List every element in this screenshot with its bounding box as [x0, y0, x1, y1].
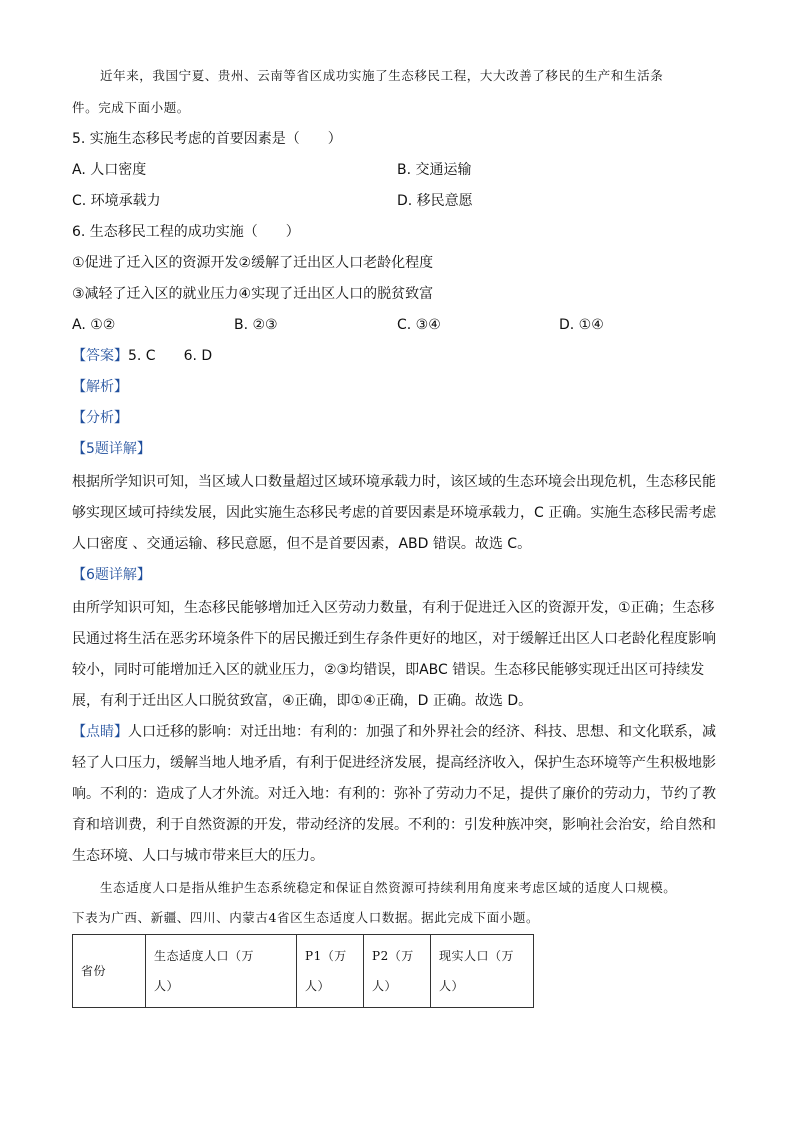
col-province: 省份	[73, 935, 146, 1008]
q6-statement-2: ③减轻了迁入区的就业压力④实现了迁出区人口的脱贫致富	[72, 286, 434, 302]
col-real-pop: 现实人口（万 人）	[431, 935, 534, 1008]
question-5-stem: 5. 实施生态移民考虑的首要因素是（ ）	[72, 131, 342, 147]
col-p1: P1（万 人）	[297, 935, 364, 1008]
q6-detail-line-3: 较小，同时可能增加迁入区的就业压力，②③均错误，即ABC 错误。生态移民能够实现迁出区可持续发	[72, 662, 705, 678]
q6-option-d: D. ①④	[559, 317, 604, 333]
dianjing-line-1	[72, 722, 716, 742]
q6-detail-line-4: 展，有利于迁出区人口脱贫致富，④正确，即①④正确，D 正确。故选 D。	[72, 693, 533, 709]
q5-detail-line-2: 够实现区域可持续发展，因此实施生态移民考虑的首要因素是环境承载力，C 正确。实施生态移民需考虑	[72, 505, 717, 521]
dianjing-first: 人口迁移的影响：对迁出地：有利的：加强了和外界社会的经济、科技、思想、和文化联系，减	[128, 724, 716, 740]
dianjing-line-3: 响。不利的：造成了人才外流。对迁入地：有利的：弥补了劳动力不足，提供了廉价的劳动力，节约了教	[72, 786, 716, 802]
q5-detail-line-3: 人口密度 、交通运输、移民意愿，但不是首要因素，ABD 错误。故选 C。	[72, 536, 532, 552]
q5-option-b: B. 交通运输	[397, 162, 472, 178]
dianjing-line-5: 生态环境、人口与城市带来巨大的压力。	[72, 848, 324, 864]
q5-detail-tag: 【5题详解】	[72, 441, 151, 457]
q5-option-a: A. 人口密度	[72, 162, 147, 178]
material-2-line-1: 生态适度人口是指从维护生态系统稳定和保证自然资源可持续利用角度来考虑区域的适度人口规模。	[100, 880, 677, 895]
answer-line	[72, 346, 212, 366]
q6-option-c: C. ③④	[397, 317, 441, 333]
material-2-line-2: 下表为广西、新疆、四川、内蒙古4省区生态适度人口数据。据此完成下面小题。	[72, 910, 540, 925]
q5-detail-line-1: 根据所学知识可知，当区域人口数量超过区域环境承载力时，该区域的生态环境会出现危机，生态移民能	[72, 474, 716, 490]
dianjing-tag: 【点睛】	[72, 724, 128, 740]
answer-tag: 【答案】	[72, 348, 128, 364]
q6-option-a: A. ①②	[72, 317, 116, 333]
col-p2: P2（万 人）	[364, 935, 431, 1008]
population-table	[72, 934, 534, 1008]
q6-detail-tag: 【6题详解】	[72, 567, 151, 583]
col-eco-pop: 生态适度人口（万 人）	[146, 935, 297, 1008]
analysis-tag: 【解析】	[72, 379, 128, 395]
q6-option-b: B. ②③	[234, 317, 278, 333]
answer-value: 5. C 6. D	[128, 348, 213, 364]
fenxi-tag: 【分析】	[72, 410, 128, 426]
q5-option-c: C. 环境承载力	[72, 193, 161, 209]
table-header-row	[73, 935, 534, 1008]
dianjing-line-4: 育和培训费，利于自然资源的开发，带动经济的发展。不利的：引发种族冲突，影响社会治安，给自然和	[72, 817, 716, 833]
material-1-line-1: 近年来，我国宁夏、贵州、云南等省区成功实施了生态移民工程，大大改善了移民的生产和生活条	[100, 68, 664, 83]
q5-option-d: D. 移民意愿	[397, 193, 473, 209]
q6-detail-line-1: 由所学知识可知，生态移民能够增加迁入区劳动力数量，有利于促进迁入区的资源开发，①正确；生态移	[72, 600, 715, 616]
question-6-stem: 6. 生态移民工程的成功实施（ ）	[72, 224, 300, 240]
q6-detail-line-2: 民通过将生活在恶劣环境条件下的居民搬迁到生存条件更好的地区，对于缓解迁出区人口老龄化程度影响	[72, 631, 716, 647]
q6-statement-1: ①促进了迁入区的资源开发②缓解了迁出区人口老龄化程度	[72, 255, 434, 271]
dianjing-line-2: 轻了人口压力，缓解当地人地矛盾，有利于促进经济发展，提高经济收入，保护生态环境等产生积极地影	[72, 755, 716, 771]
material-1-line-2: 件。完成下面小题。	[72, 100, 190, 115]
